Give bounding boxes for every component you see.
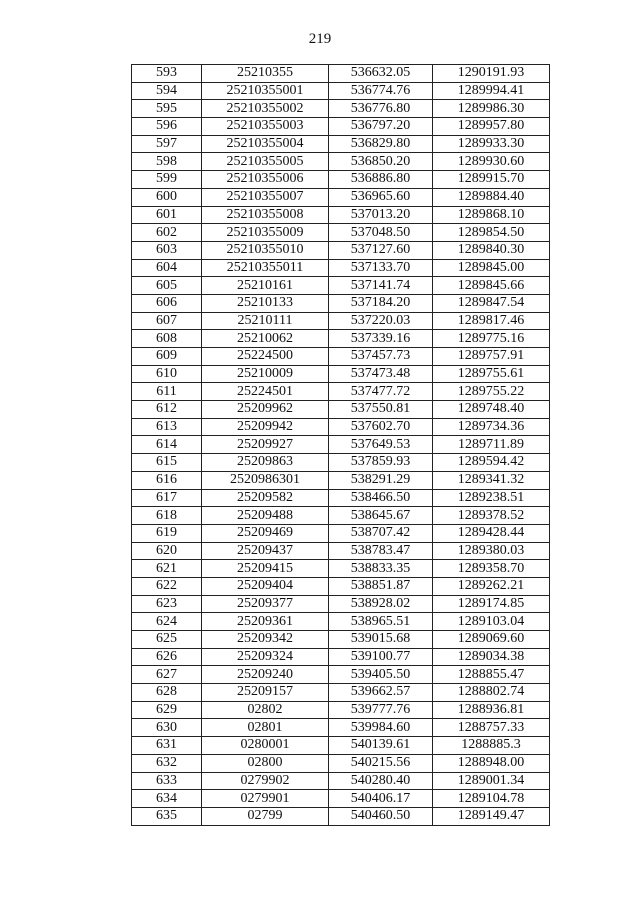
row-number-cell: 622	[132, 577, 202, 595]
point-id-cell: 25209415	[202, 560, 329, 578]
y-coordinate-cell: 1289358.70	[433, 560, 550, 578]
y-coordinate-cell: 1289994.41	[433, 82, 550, 100]
row-number-cell: 613	[132, 418, 202, 436]
table-row	[132, 418, 550, 436]
x-coordinate-cell: 536965.60	[329, 188, 433, 206]
y-coordinate-cell: 1289149.47	[433, 807, 550, 825]
y-coordinate-cell: 1289755.22	[433, 383, 550, 401]
x-coordinate-cell: 538783.47	[329, 542, 433, 560]
row-number-cell: 634	[132, 790, 202, 808]
table-row	[132, 312, 550, 330]
x-coordinate-cell: 540215.56	[329, 754, 433, 772]
x-coordinate-cell: 537457.73	[329, 348, 433, 366]
row-number-cell: 600	[132, 188, 202, 206]
table-row	[132, 737, 550, 755]
point-id-cell: 25210161	[202, 277, 329, 295]
table-row	[132, 277, 550, 295]
x-coordinate-cell: 536829.80	[329, 135, 433, 153]
y-coordinate-cell: 1289103.04	[433, 613, 550, 631]
table-row	[132, 241, 550, 259]
x-coordinate-cell: 537127.60	[329, 241, 433, 259]
y-coordinate-cell: 1289428.44	[433, 524, 550, 542]
row-number-cell: 597	[132, 135, 202, 153]
point-id-cell: 25209361	[202, 613, 329, 631]
table-row	[132, 100, 550, 118]
row-number-cell: 629	[132, 701, 202, 719]
row-number-cell: 618	[132, 507, 202, 525]
row-number-cell: 619	[132, 524, 202, 542]
point-id-cell: 25209342	[202, 631, 329, 649]
row-number-cell: 621	[132, 560, 202, 578]
table-row	[132, 82, 550, 100]
point-id-cell: 25210355008	[202, 206, 329, 224]
x-coordinate-cell: 540406.17	[329, 790, 433, 808]
y-coordinate-cell: 1288802.74	[433, 684, 550, 702]
y-coordinate-cell: 1289104.78	[433, 790, 550, 808]
table-row	[132, 330, 550, 348]
x-coordinate-cell: 537013.20	[329, 206, 433, 224]
y-coordinate-cell: 1289238.51	[433, 489, 550, 507]
x-coordinate-cell: 536774.76	[329, 82, 433, 100]
x-coordinate-cell: 539015.68	[329, 631, 433, 649]
table-row	[132, 224, 550, 242]
coordinates-table	[131, 64, 550, 826]
point-id-cell: 25209437	[202, 542, 329, 560]
point-id-cell: 25209962	[202, 401, 329, 419]
table-row	[132, 507, 550, 525]
x-coordinate-cell: 539100.77	[329, 648, 433, 666]
table-row	[132, 436, 550, 454]
row-number-cell: 606	[132, 294, 202, 312]
point-id-cell: 25210355	[202, 65, 329, 83]
y-coordinate-cell: 1289378.52	[433, 507, 550, 525]
row-number-cell: 607	[132, 312, 202, 330]
table-row	[132, 666, 550, 684]
table-row	[132, 595, 550, 613]
x-coordinate-cell: 538707.42	[329, 524, 433, 542]
row-number-cell: 617	[132, 489, 202, 507]
table-row	[132, 684, 550, 702]
table-row	[132, 135, 550, 153]
point-id-cell: 25210355003	[202, 118, 329, 136]
coordinates-table-body	[132, 65, 550, 826]
x-coordinate-cell: 538833.35	[329, 560, 433, 578]
y-coordinate-cell: 1289594.42	[433, 454, 550, 472]
point-id-cell: 25224501	[202, 383, 329, 401]
point-id-cell: 25210355010	[202, 241, 329, 259]
row-number-cell: 609	[132, 348, 202, 366]
x-coordinate-cell: 537339.16	[329, 330, 433, 348]
x-coordinate-cell: 537649.53	[329, 436, 433, 454]
y-coordinate-cell: 1289915.70	[433, 171, 550, 189]
x-coordinate-cell: 540139.61	[329, 737, 433, 755]
x-coordinate-cell: 537133.70	[329, 259, 433, 277]
point-id-cell: 25209469	[202, 524, 329, 542]
x-coordinate-cell: 537141.74	[329, 277, 433, 295]
row-number-cell: 593	[132, 65, 202, 83]
x-coordinate-cell: 539984.60	[329, 719, 433, 737]
row-number-cell: 598	[132, 153, 202, 171]
y-coordinate-cell: 1289034.38	[433, 648, 550, 666]
table-row	[132, 701, 550, 719]
y-coordinate-cell: 1289748.40	[433, 401, 550, 419]
point-id-cell: 25210355007	[202, 188, 329, 206]
y-coordinate-cell: 1289174.85	[433, 595, 550, 613]
y-coordinate-cell: 1289847.54	[433, 294, 550, 312]
point-id-cell: 25210355002	[202, 100, 329, 118]
y-coordinate-cell: 1289734.36	[433, 418, 550, 436]
x-coordinate-cell: 537048.50	[329, 224, 433, 242]
point-id-cell: 25210355005	[202, 153, 329, 171]
y-coordinate-cell: 1289930.60	[433, 153, 550, 171]
table-row	[132, 560, 550, 578]
point-id-cell: 0280001	[202, 737, 329, 755]
row-number-cell: 612	[132, 401, 202, 419]
x-coordinate-cell: 538645.67	[329, 507, 433, 525]
y-coordinate-cell: 1289986.30	[433, 100, 550, 118]
point-id-cell: 02801	[202, 719, 329, 737]
row-number-cell: 611	[132, 383, 202, 401]
row-number-cell: 595	[132, 100, 202, 118]
table-row	[132, 542, 550, 560]
row-number-cell: 627	[132, 666, 202, 684]
y-coordinate-cell: 1289845.00	[433, 259, 550, 277]
row-number-cell: 624	[132, 613, 202, 631]
table-row	[132, 259, 550, 277]
point-id-cell: 25210355006	[202, 171, 329, 189]
point-id-cell: 25209582	[202, 489, 329, 507]
point-id-cell: 25209157	[202, 684, 329, 702]
x-coordinate-cell: 538928.02	[329, 595, 433, 613]
point-id-cell: 25209863	[202, 454, 329, 472]
row-number-cell: 603	[132, 241, 202, 259]
y-coordinate-cell: 1289884.40	[433, 188, 550, 206]
y-coordinate-cell: 1288757.33	[433, 719, 550, 737]
table-row	[132, 348, 550, 366]
row-number-cell: 615	[132, 454, 202, 472]
table-row	[132, 188, 550, 206]
page-number: 219	[308, 31, 332, 47]
point-id-cell: 25210355009	[202, 224, 329, 242]
x-coordinate-cell: 536850.20	[329, 153, 433, 171]
y-coordinate-cell: 1289001.34	[433, 772, 550, 790]
y-coordinate-cell: 1289341.32	[433, 471, 550, 489]
row-number-cell: 614	[132, 436, 202, 454]
row-number-cell: 596	[132, 118, 202, 136]
table-row	[132, 577, 550, 595]
table-row	[132, 454, 550, 472]
table-row	[132, 807, 550, 825]
x-coordinate-cell: 536886.80	[329, 171, 433, 189]
point-id-cell: 25209942	[202, 418, 329, 436]
row-number-cell: 626	[132, 648, 202, 666]
x-coordinate-cell: 539405.50	[329, 666, 433, 684]
x-coordinate-cell: 539662.57	[329, 684, 433, 702]
row-number-cell: 605	[132, 277, 202, 295]
x-coordinate-cell: 538291.29	[329, 471, 433, 489]
table-row	[132, 648, 550, 666]
table-row	[132, 118, 550, 136]
x-coordinate-cell: 537602.70	[329, 418, 433, 436]
x-coordinate-cell: 537550.81	[329, 401, 433, 419]
row-number-cell: 604	[132, 259, 202, 277]
point-id-cell: 25210062	[202, 330, 329, 348]
point-id-cell: 02802	[202, 701, 329, 719]
table-row	[132, 613, 550, 631]
x-coordinate-cell: 538466.50	[329, 489, 433, 507]
point-id-cell: 25210009	[202, 365, 329, 383]
table-row	[132, 65, 550, 83]
y-coordinate-cell: 1289957.80	[433, 118, 550, 136]
y-coordinate-cell: 1289262.21	[433, 577, 550, 595]
y-coordinate-cell: 1288948.00	[433, 754, 550, 772]
point-id-cell: 0279901	[202, 790, 329, 808]
table-row	[132, 489, 550, 507]
y-coordinate-cell: 1290191.93	[433, 65, 550, 83]
x-coordinate-cell: 540280.40	[329, 772, 433, 790]
row-number-cell: 610	[132, 365, 202, 383]
row-number-cell: 623	[132, 595, 202, 613]
point-id-cell: 2520986301	[202, 471, 329, 489]
row-number-cell: 616	[132, 471, 202, 489]
point-id-cell: 25209927	[202, 436, 329, 454]
table-row	[132, 206, 550, 224]
row-number-cell: 632	[132, 754, 202, 772]
row-number-cell: 628	[132, 684, 202, 702]
row-number-cell: 633	[132, 772, 202, 790]
y-coordinate-cell: 1289817.46	[433, 312, 550, 330]
row-number-cell: 625	[132, 631, 202, 649]
point-id-cell: 25209488	[202, 507, 329, 525]
y-coordinate-cell: 1289775.16	[433, 330, 550, 348]
row-number-cell: 601	[132, 206, 202, 224]
table-row	[132, 772, 550, 790]
x-coordinate-cell: 536776.80	[329, 100, 433, 118]
row-number-cell: 630	[132, 719, 202, 737]
row-number-cell: 620	[132, 542, 202, 560]
row-number-cell: 631	[132, 737, 202, 755]
point-id-cell: 25209377	[202, 595, 329, 613]
point-id-cell: 25224500	[202, 348, 329, 366]
y-coordinate-cell: 1289380.03	[433, 542, 550, 560]
point-id-cell: 25210355001	[202, 82, 329, 100]
row-number-cell: 608	[132, 330, 202, 348]
point-id-cell: 02800	[202, 754, 329, 772]
x-coordinate-cell: 536632.05	[329, 65, 433, 83]
table-row	[132, 631, 550, 649]
x-coordinate-cell: 537477.72	[329, 383, 433, 401]
y-coordinate-cell: 1288855.47	[433, 666, 550, 684]
x-coordinate-cell: 537184.20	[329, 294, 433, 312]
row-number-cell: 594	[132, 82, 202, 100]
point-id-cell: 25210355011	[202, 259, 329, 277]
point-id-cell: 02799	[202, 807, 329, 825]
point-id-cell: 25209404	[202, 577, 329, 595]
y-coordinate-cell: 1289755.61	[433, 365, 550, 383]
y-coordinate-cell: 1289711.89	[433, 436, 550, 454]
table-row	[132, 471, 550, 489]
point-id-cell: 25210111	[202, 312, 329, 330]
point-id-cell: 25210355004	[202, 135, 329, 153]
row-number-cell: 599	[132, 171, 202, 189]
x-coordinate-cell: 537473.48	[329, 365, 433, 383]
y-coordinate-cell: 1289757.91	[433, 348, 550, 366]
x-coordinate-cell: 539777.76	[329, 701, 433, 719]
point-id-cell: 25209324	[202, 648, 329, 666]
x-coordinate-cell: 540460.50	[329, 807, 433, 825]
x-coordinate-cell: 537859.93	[329, 454, 433, 472]
table-row	[132, 294, 550, 312]
table-row	[132, 153, 550, 171]
point-id-cell: 25209240	[202, 666, 329, 684]
y-coordinate-cell: 1289854.50	[433, 224, 550, 242]
table-row	[132, 524, 550, 542]
y-coordinate-cell: 1289069.60	[433, 631, 550, 649]
y-coordinate-cell: 1289845.66	[433, 277, 550, 295]
x-coordinate-cell: 538851.87	[329, 577, 433, 595]
point-id-cell: 0279902	[202, 772, 329, 790]
table-row	[132, 754, 550, 772]
table-row	[132, 790, 550, 808]
x-coordinate-cell: 538965.51	[329, 613, 433, 631]
y-coordinate-cell: 1288885.3	[433, 737, 550, 755]
y-coordinate-cell: 1289933.30	[433, 135, 550, 153]
table-row	[132, 171, 550, 189]
x-coordinate-cell: 537220.03	[329, 312, 433, 330]
table-row	[132, 719, 550, 737]
row-number-cell: 635	[132, 807, 202, 825]
table-row	[132, 401, 550, 419]
table-row	[132, 365, 550, 383]
point-id-cell: 25210133	[202, 294, 329, 312]
table-row	[132, 383, 550, 401]
row-number-cell: 602	[132, 224, 202, 242]
x-coordinate-cell: 536797.20	[329, 118, 433, 136]
y-coordinate-cell: 1288936.81	[433, 701, 550, 719]
y-coordinate-cell: 1289868.10	[433, 206, 550, 224]
y-coordinate-cell: 1289840.30	[433, 241, 550, 259]
